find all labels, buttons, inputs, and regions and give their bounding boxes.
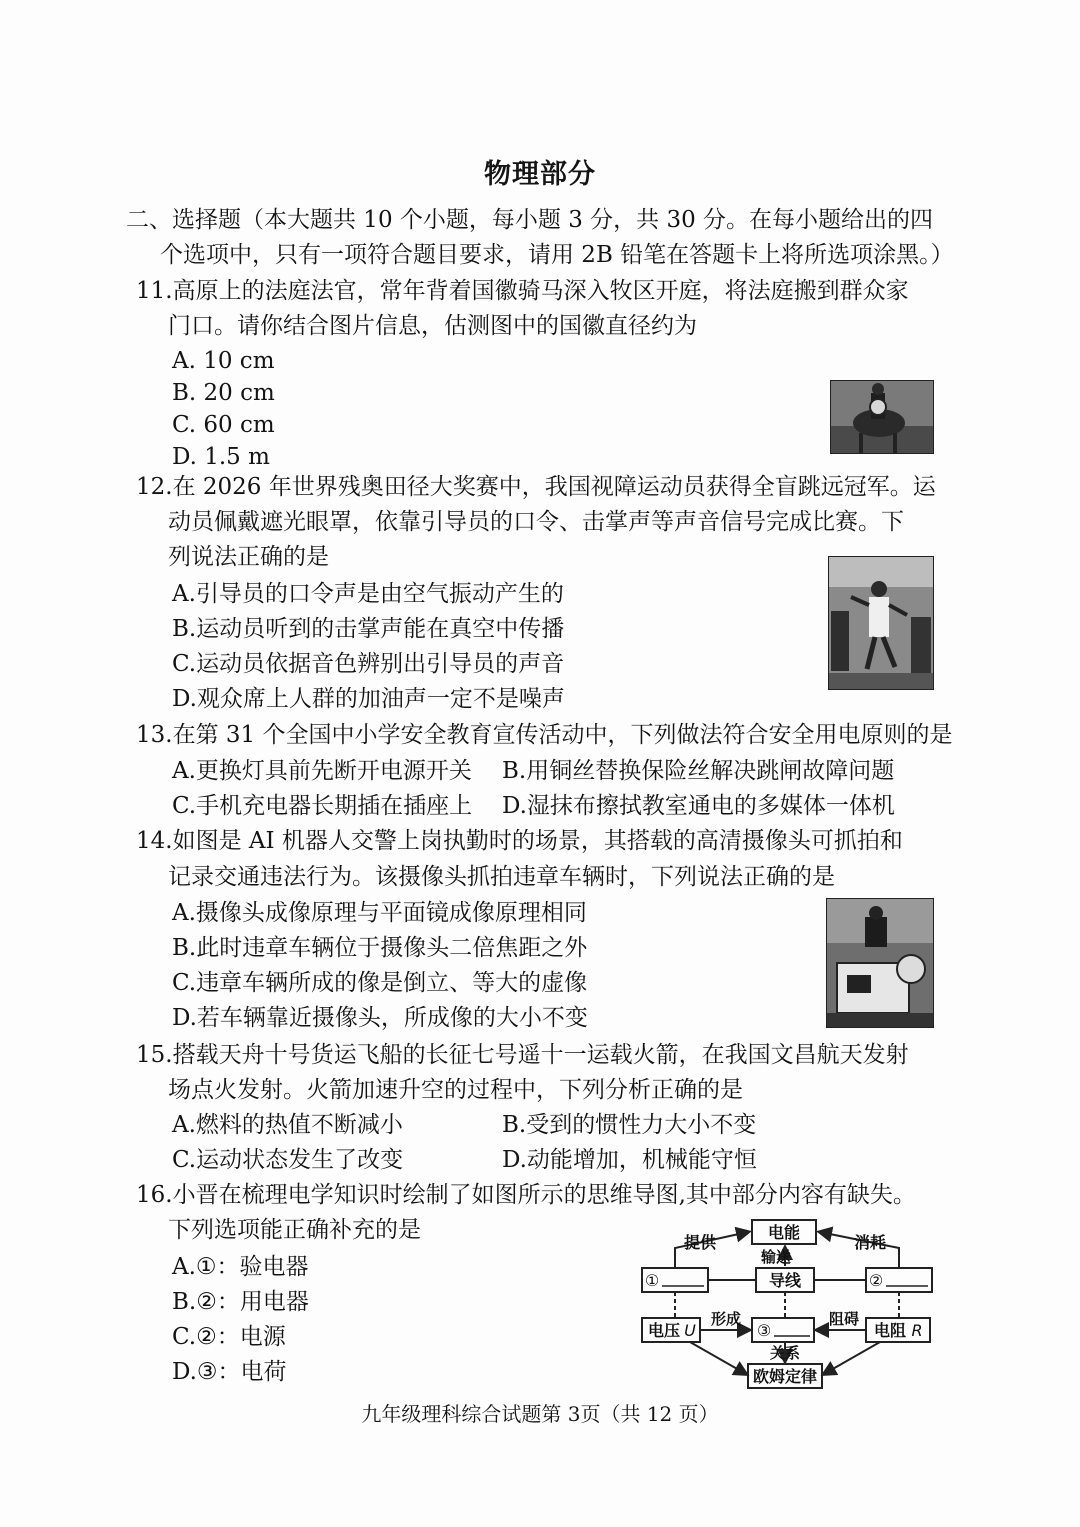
q16-option-b: B.②：用电器: [172, 1289, 309, 1315]
q11-stem-line2: 门口。请你结合图片信息，估测图中的国徽直径约为: [168, 313, 697, 339]
q12-option-c: C.运动员依据音色辨别出引导员的声音: [172, 651, 565, 677]
q16-option-c: C.②：电源: [172, 1324, 286, 1350]
q16-option-d: D.③：电荷: [172, 1359, 287, 1385]
q16-option-a: A.①：验电器: [172, 1254, 309, 1280]
mm-blank1-label: ①: [644, 1271, 660, 1290]
page-footer: 九年级理科综合试题第 3页（共 12 页）: [361, 1402, 719, 1426]
q14-option-a: A.摄像头成像原理与平面镜成像原理相同: [172, 900, 587, 926]
q11-option-a: A. 10 cm: [172, 348, 275, 374]
q12-stem-line2: 动员佩戴遮光眼罩，依靠引导员的口令、击掌声等声音信号完成比赛。下: [168, 509, 904, 535]
mm-voltage-symbol: U: [684, 1321, 696, 1340]
q14-photo-ai-robot-traffic-police: [826, 898, 934, 1028]
q14-option-c: C.违章车辆所成的像是倒立、等大的虚像: [172, 970, 588, 996]
mm-relation: 关系: [769, 1344, 801, 1362]
mm-blank2-label: ②: [868, 1271, 884, 1290]
q13-option-b: B.用铜丝替换保险丝解决跳闸故障问题: [502, 758, 895, 784]
q16-stem-line2: 下列选项能正确补充的是: [168, 1217, 421, 1243]
q11-option-d: D. 1.5 m: [172, 444, 270, 470]
section-instructions-line1: 二、选择题（本大题共 10 个小题，每小题 3 分，共 30 分。在每小题给出的四: [126, 207, 934, 233]
q12-stem-line1: 12.在 2026 年世界残奥田径大奖赛中，我国视障运动员获得全盲跳远冠军。运: [136, 474, 936, 500]
q13-stem-line1: 13.在第 31 个全国中小学安全教育宣传活动中，下列做法符合安全用电原则的是: [136, 722, 953, 748]
q14-stem-line1: 14.如图是 AI 机器人交警上岗执勤时的场景，其搭载的高清摄像头可抓拍和: [136, 828, 903, 854]
mm-resistance: 电阻: [873, 1321, 907, 1340]
q13-option-c: C.手机充电器长期插在插座上: [172, 793, 473, 819]
mm-form: 形成: [710, 1310, 742, 1328]
q15-stem-line1: 15.搭载天舟十号货运飞船的长征七号遥十一运载火箭，在我国文昌航天发射: [136, 1042, 909, 1068]
q11-option-b: B. 20 cm: [172, 380, 275, 406]
mm-blank3-label: ③: [756, 1321, 772, 1340]
q12-photo-long-jump-athlete: [828, 556, 934, 690]
mm-hinder: 阻碍: [828, 1310, 860, 1328]
q15-option-b: B.受到的惯性力大小不变: [502, 1112, 757, 1138]
mm-ohms-law: 欧姆定律: [752, 1367, 818, 1386]
q15-option-c: C.运动状态发生了改变: [172, 1147, 404, 1173]
q12-option-d: D.观众席上人群的加油声一定不是噪声: [172, 686, 565, 712]
q12-option-b: B.运动员听到的击掌声能在真空中传播: [172, 616, 565, 642]
mm-consume: 消耗: [853, 1233, 887, 1252]
q14-option-b: B.此时违章车辆位于摄像头二倍焦距之外: [172, 935, 588, 961]
q14-option-d: D.若车辆靠近摄像头，所成像的大小不变: [172, 1005, 588, 1031]
q16-mind-map: [640, 1218, 940, 1393]
q15-stem-line2: 场点火发射。火箭加速升空的过程中，下列分析正确的是: [168, 1077, 743, 1103]
q11-photo-judge-on-horse: [830, 380, 934, 454]
q13-option-d: D.湿抹布擦拭教室通电的多媒体一体机: [502, 793, 895, 819]
q15-option-d: D.动能增加，机械能守恒: [502, 1147, 757, 1173]
q16-stem-line1: 16.小晋在梳理电学知识时绘制了如图所示的思维导图,其中部分内容有缺失。: [136, 1182, 916, 1208]
q15-option-a: A.燃料的热值不断减小: [172, 1112, 403, 1138]
q11-option-c: C. 60 cm: [172, 412, 275, 438]
q12-option-a: A.引导员的口令声是由空气振动产生的: [172, 581, 564, 607]
section-instructions-line2: 个选项中，只有一项符合题目要求，请用 2B 铅笔在答题卡上将所选项涂黑。）: [160, 242, 954, 268]
mm-transmit: 输送: [760, 1248, 792, 1266]
mm-electric-energy: 电能: [767, 1223, 801, 1242]
mm-wire: 导线: [768, 1271, 802, 1290]
page-title: 物理部分: [484, 159, 596, 190]
q12-stem-line3: 列说法正确的是: [168, 544, 329, 570]
mm-voltage: 电压: [647, 1321, 681, 1340]
mm-provide: 提供: [683, 1233, 717, 1252]
mm-resistance-symbol: R: [911, 1321, 923, 1340]
q14-stem-line2: 记录交通违法行为。该摄像头抓拍违章车辆时，下列说法正确的是: [168, 864, 835, 890]
q13-option-a: A.更换灯具前先断开电源开关: [172, 758, 472, 784]
q11-stem-line1: 11.高原上的法庭法官，常年背着国徽骑马深入牧区开庭，将法庭搬到群众家: [136, 278, 909, 304]
